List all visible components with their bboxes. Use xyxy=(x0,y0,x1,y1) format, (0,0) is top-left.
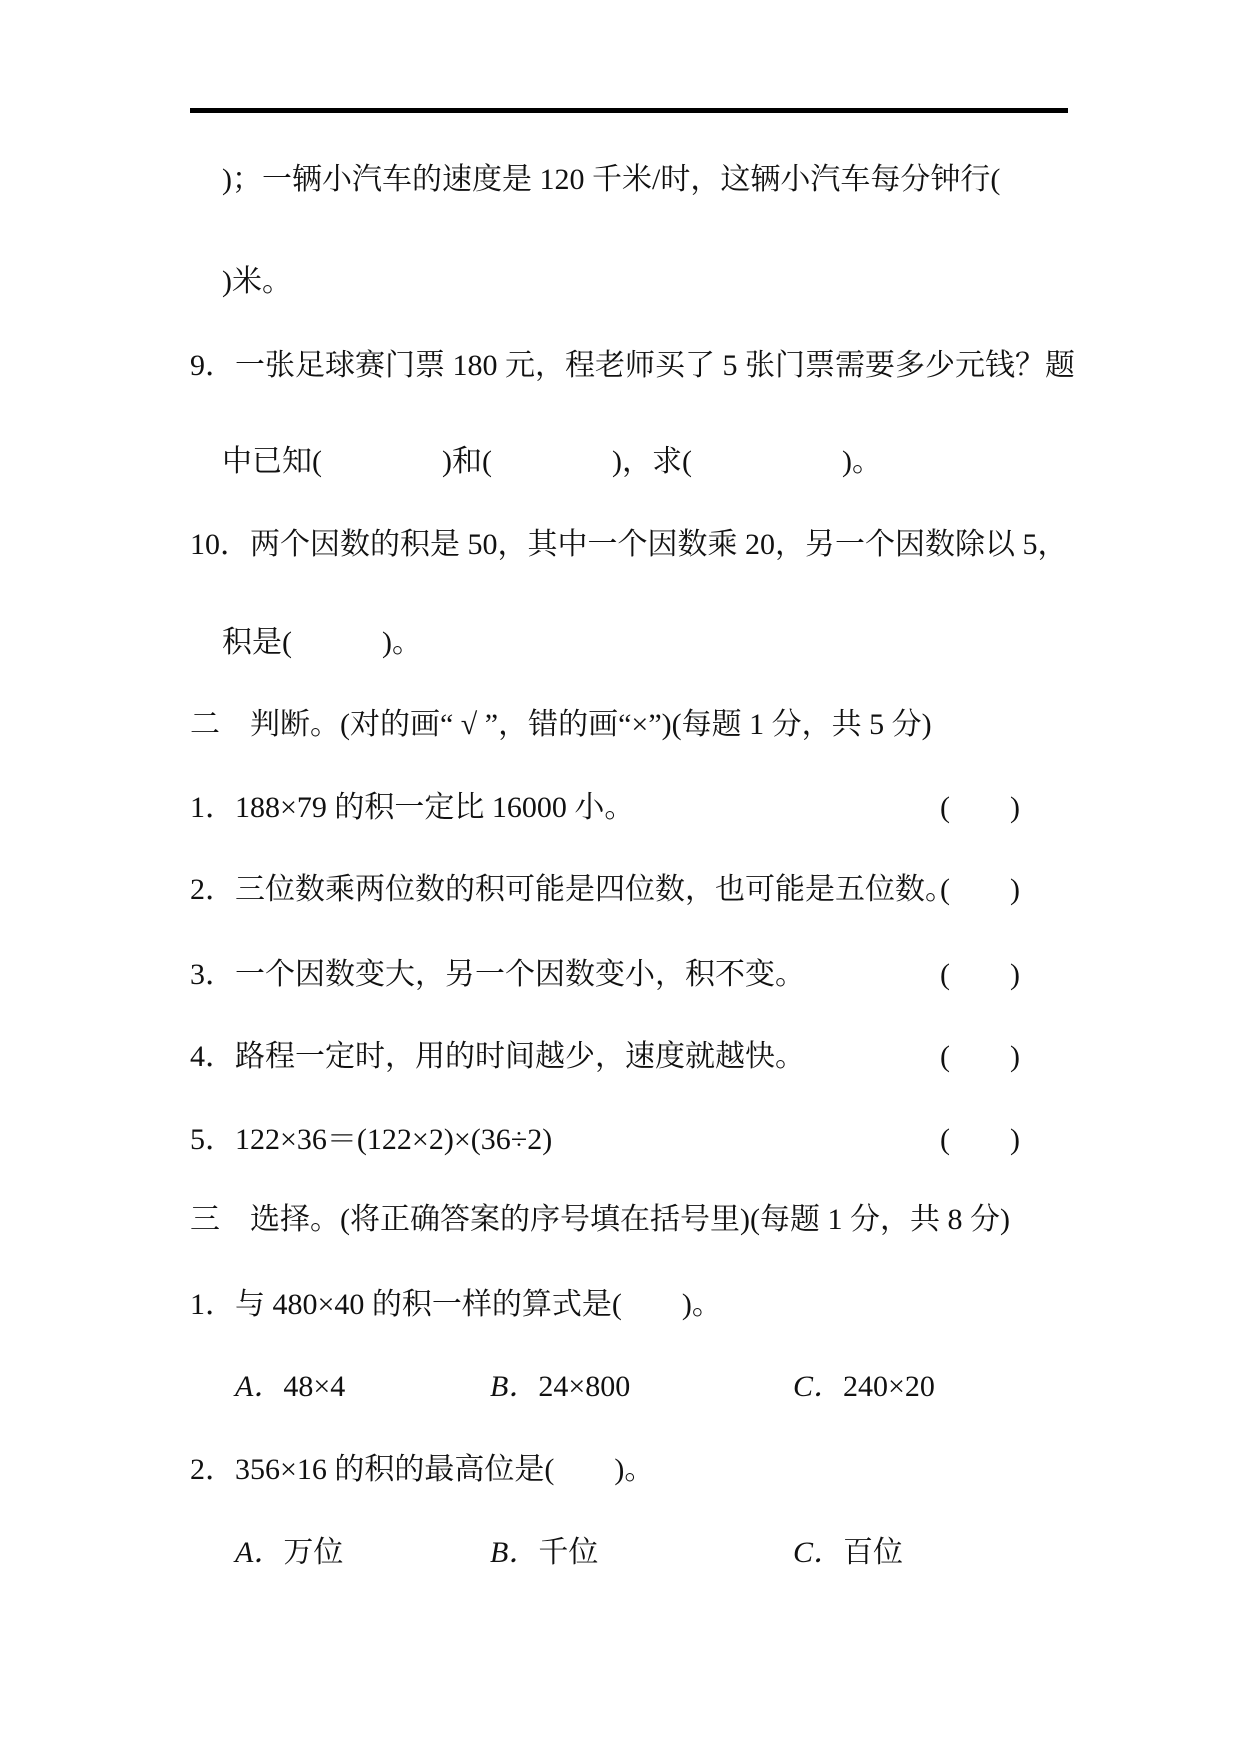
judgment-item-5: 5．122×36＝(122×2)×(36÷2) xyxy=(190,1123,553,1156)
judgment-answer-bracket-1: ( ) xyxy=(940,791,1020,824)
judgment-answer-bracket-5: ( ) xyxy=(940,1123,1020,1156)
q10-line-2: 积是( )。 xyxy=(222,626,422,659)
option-value-c: 240×20 xyxy=(843,1370,935,1403)
choice-q2-option-c xyxy=(793,1532,903,1574)
choice-q1-option-a xyxy=(235,1366,345,1408)
option-value-a: 48×4 xyxy=(283,1370,346,1403)
section-choice-header: 三 选择。(将正确答案的序号填在括号里)(每题 1 分，共 8 分) xyxy=(190,1203,1010,1236)
option-label-b: B． xyxy=(490,1536,539,1569)
option-label-a: A． xyxy=(235,1536,284,1569)
judgment-item-3: 3．一个因数变大，另一个因数变小，积不变。 xyxy=(190,958,805,991)
choice-q1-option-b xyxy=(490,1366,630,1408)
choice-q2-option-b xyxy=(490,1532,598,1574)
option-label-c: C． xyxy=(793,1370,844,1403)
option-label-b: B． xyxy=(490,1370,539,1403)
q10-line-1: 10．两个因数的积是 50，其中一个因数乘 20，另一个因数除以 5， xyxy=(190,528,1068,561)
option-value-b: 千位 xyxy=(538,1536,599,1569)
q9-line-1: 9．一张足球赛门票 180 元，程老师买了 5 张门票需要多少元钱？题 xyxy=(190,349,1075,382)
choice-q2-text: 2．356×16 的积的最高位是( )。 xyxy=(190,1453,655,1486)
judgment-item-2: 2．三位数乘两位数的积可能是四位数，也可能是五位数。 xyxy=(190,873,955,906)
option-value-a: 万位 xyxy=(283,1536,344,1569)
choice-q1-option-c xyxy=(793,1366,935,1408)
choice-q1-text: 1．与 480×40 的积一样的算式是( )。 xyxy=(190,1288,722,1321)
q8-continuation-line-1: )；一辆小汽车的速度是 120 千米/时，这辆小汽车每分钟行( xyxy=(222,163,1001,196)
judgment-item-1: 1．188×79 的积一定比 16000 小。 xyxy=(190,791,635,824)
judgment-item-4: 4．路程一定时，用的时间越少，速度就越快。 xyxy=(190,1040,805,1073)
q9-line-2: 中已知( )和( )，求( )。 xyxy=(222,445,882,478)
option-value-c: 百位 xyxy=(843,1536,904,1569)
section-judgment-header: 二 判断。(对的画“ √ ”，错的画“×”)(每题 1 分，共 5 分) xyxy=(190,708,932,741)
header-rule xyxy=(190,108,1068,113)
option-label-a: A． xyxy=(235,1370,284,1403)
choice-q2-option-a xyxy=(235,1532,343,1574)
judgment-answer-bracket-3: ( ) xyxy=(940,958,1020,991)
option-value-b: 24×800 xyxy=(538,1370,631,1403)
option-label-c: C． xyxy=(793,1536,844,1569)
judgment-answer-bracket-4: ( ) xyxy=(940,1040,1020,1073)
judgment-answer-bracket-2: ( ) xyxy=(940,873,1020,906)
q8-continuation-line-2: )米。 xyxy=(222,265,292,298)
